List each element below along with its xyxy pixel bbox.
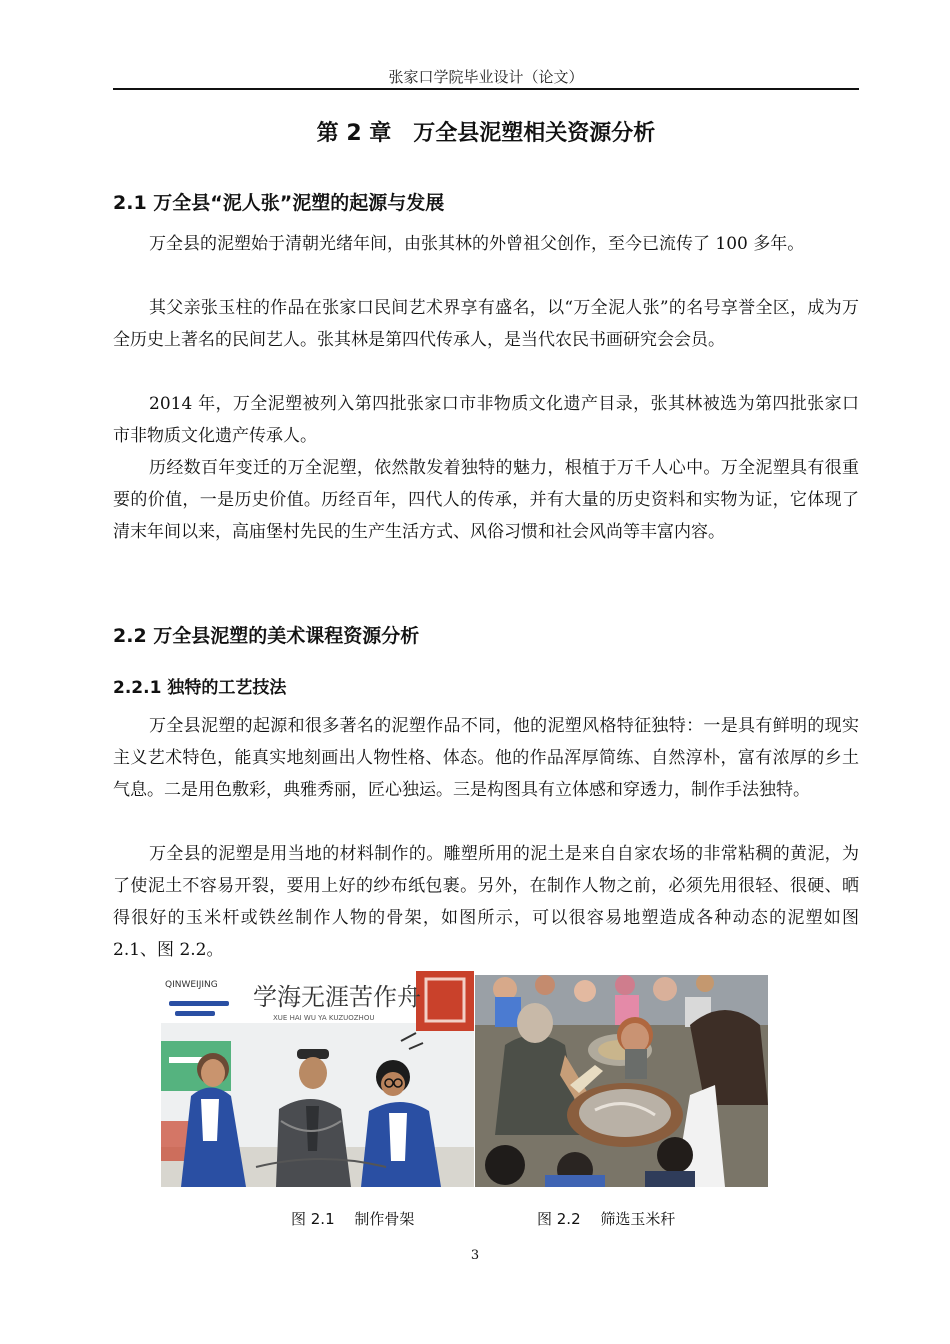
- header-rule: [113, 88, 859, 90]
- section-heading-2-1: 2.1 万全县“泥人张”泥塑的起源与发展: [113, 192, 445, 214]
- figure-2-2-caption: 图 2.2 筛选玉米秆: [537, 1210, 676, 1228]
- figure-2-1-banner-text: 学海无涯苦作舟: [253, 983, 421, 1011]
- figure-2-1-caption: 图 2.1 制作骨架: [291, 1210, 415, 1228]
- page-number: 3: [470, 1248, 480, 1263]
- figure-2-2-photo: [475, 975, 768, 1187]
- section-heading-2-2-1: 2.2.1 独特的工艺技法: [113, 678, 287, 698]
- paragraph-5: 万全县泥塑的起源和很多著名的泥塑作品不同，他的泥塑风格特征独特：一是具有鲜明的现实主义艺术特色，能真实地刻画出人物性格、体态。他的作品浑厚简练、自然淳朴，富有浓厚的乡土气息。二是用色敷彩，典雅秀丽，匠心独运。三是构图具有立体感和穿透力，制作手法独特。: [113, 716, 859, 800]
- paragraph-4: 历经数百年变迁的万全泥塑，依然散发着独特的魅力，根植于万千人心中。万全泥塑具有很重要的价值，一是历史价值。历经百年，四代人的传承，并有大量的历史资料和实物为证，它体现了清末年间以来，高庙堡村先民的生产生活方式、风俗习惯和社会风尚等丰富内容。: [113, 458, 859, 542]
- paragraph-1: 万全县的泥塑始于清朝光绪年间，由张其林的外曾祖父创作，至今已流传了 100 多年。: [149, 234, 805, 254]
- section-heading-2-2: 2.2 万全县泥塑的美术课程资源分析: [113, 625, 420, 647]
- chapter-title: 第 2 章 万全县泥塑相关资源分析: [316, 121, 656, 146]
- figure-2-1-banner-pinyin: XUE HAI WU YA KUZUOZHOU: [273, 1014, 375, 1022]
- figure-2-1-corner-text: QINWEIJING: [165, 980, 218, 990]
- paragraph-6: 万全县的泥塑是用当地的材料制作的。雕塑所用的泥土是来自自家农场的非常粘稠的黄泥，为了使泥土不容易开裂，要用上好的纱布纸包裹。另外，在制作人物之前，必须先用很轻、很硬、晒得很好的玉米杆或铁丝制作人物的骨架，如图所示，可以很容易地塑造成各种动态的泥塑如图 2.1、图 2.2。: [113, 844, 859, 960]
- figure-2-1-photo: [161, 971, 474, 1187]
- paragraph-3: 2014 年，万全泥塑被列入第四批张家口市非物质文化遗产目录，张其林被选为第四批张家口市非物质文化遗产传承人。: [113, 394, 859, 446]
- page-header: 张家口学院毕业设计（论文）: [388, 68, 584, 86]
- paragraph-2: 其父亲张玉柱的作品在张家口民间艺术界享有盛名，以“万全泥人张”的名号享誉全区，成为万全历史上著名的民间艺人。张其林是第四代传承人，是当代农民书画研究会会员。: [113, 298, 859, 350]
